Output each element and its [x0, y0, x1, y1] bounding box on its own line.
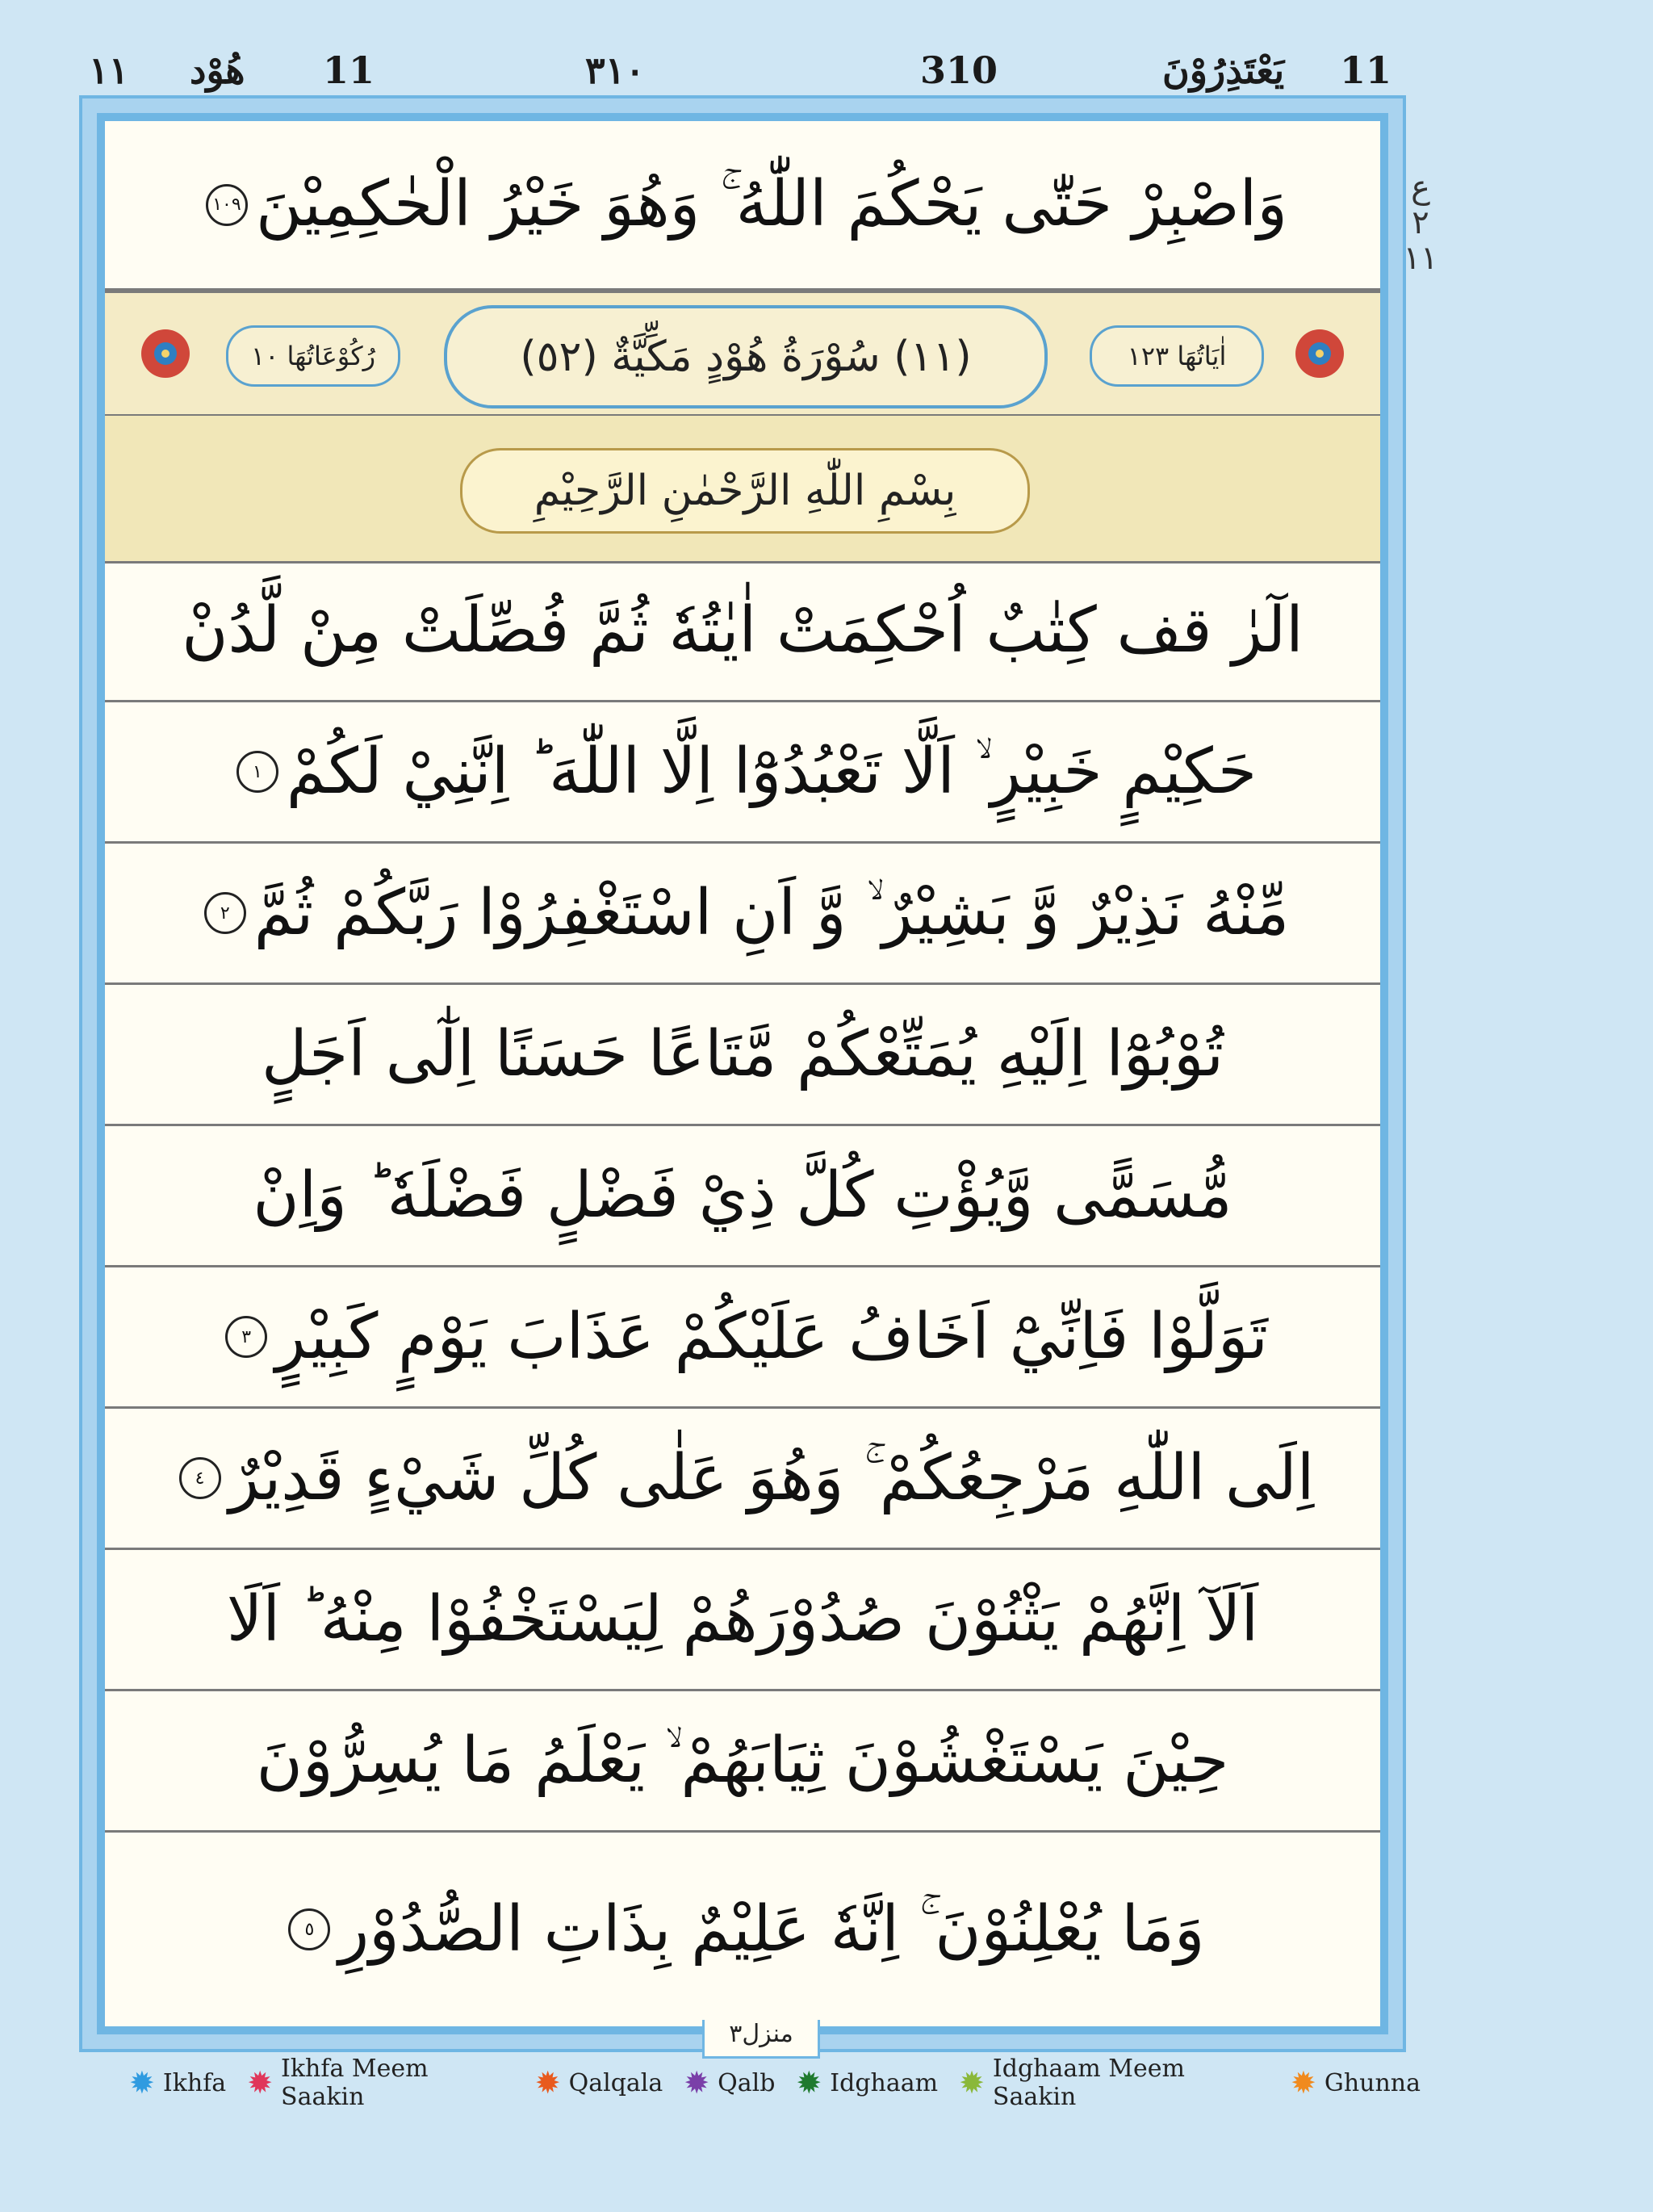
verse-line-11 — [105, 1833, 1380, 2026]
ayah-number-marker: ١٠٩ — [206, 184, 248, 226]
sura-number-right: 11 — [1340, 48, 1392, 92]
legend-label: Ghunna — [1324, 2068, 1421, 2097]
verse-line-8 — [105, 1409, 1380, 1550]
sura-number-left: 11 — [323, 48, 375, 92]
verse-text: تُوْبُوْٓا اِلَيْهِ يُمَتِّعْكُمْ مَّتَاعًا حَسَنًا اِلٰٓى اَجَلٍ — [261, 1018, 1224, 1091]
flower-ornament-icon — [121, 305, 210, 402]
legend-item-idghaam-meem-saakin — [959, 2055, 1270, 2111]
legend-item-idghaam — [796, 2065, 939, 2101]
ruku-marker: ع ٢ ١١ — [1403, 169, 1438, 277]
ayah-number-marker: ٢ — [204, 892, 246, 934]
basmala-panel — [105, 416, 1380, 563]
juz-number-left: ١١ — [89, 48, 129, 92]
page-number: 310 — [920, 48, 998, 92]
verse-line-3 — [105, 702, 1380, 844]
page-header — [89, 48, 1396, 105]
legend-item-ikhfa — [129, 2065, 227, 2101]
ayah-number-marker: ١ — [236, 751, 278, 793]
verse-line-1 — [105, 121, 1380, 291]
verse-text: الٓرٰ قف كِتٰبٌ اُحْكِمَتْ اٰيٰتُهٗ ثُمَّ فُصِّلَتْ مِنْ لَّدُنْ — [182, 594, 1304, 667]
verse-text: مُّسَمًّى وَّيُؤْتِ كُلَّ ذِيْ فَضْلٍ فَضْلَهٗ ؕ وَاِنْ — [253, 1159, 1232, 1232]
verse-text: حِيْنَ يَسْتَغْشُوْنَ ثِيَابَهُمْ ۙ يَعْلَمُ مَا يُسِرُّوْنَ — [256, 1724, 1229, 1797]
legend-item-ikhfa-meem-saakin — [247, 2055, 514, 2111]
verse-text: اِلَى اللّٰهِ مَرْجِعُكُمْ ۚ وَهُوَ عَلٰى كُلِّ شَيْءٍ قَدِيْرٌ — [228, 1441, 1315, 1514]
sura-title: (١١) سُوْرَةُ هُوْدٍ مَكِّيَّةٌ (٥٢) — [444, 305, 1048, 408]
verse-text: تَوَلَّوْا فَاِنِّيْٓ اَخَافُ عَلَيْكُمْ عَذَابَ يَوْمٍ كَبِيْرٍ — [275, 1301, 1268, 1373]
star-icon: ✹ — [959, 2065, 985, 2101]
star-icon: ✹ — [684, 2065, 710, 2101]
star-icon: ✹ — [247, 2065, 274, 2101]
verse-line-6 — [105, 1126, 1380, 1267]
legend-item-qalb — [684, 2065, 776, 2101]
verse-text: مِّنْهُ نَذِيْرٌ وَّ بَشِيْرٌ ۙ وَّ اَنِ اسْتَغْفِرُوْا رَبَّكُمْ ثُمَّ — [253, 876, 1290, 949]
verse-text: وَاصْبِرْ حَتّٰى يَحْكُمَ اللّٰهُ ۚ وَهُوَ خَيْرُ الْحٰكِمِيْنَ — [255, 168, 1288, 241]
ayah-number-marker: ٤ — [179, 1457, 221, 1499]
legend-label: Ikhfa — [162, 2068, 227, 2097]
legend-label: Qalb — [718, 2068, 776, 2097]
verse-line-5 — [105, 985, 1380, 1126]
legend-item-qalqala — [534, 2065, 663, 2101]
star-icon: ✹ — [1291, 2065, 1316, 2101]
flower-ornament-icon — [1275, 305, 1364, 402]
page-frame — [97, 113, 1388, 2034]
ayah-number-marker: ٥ — [288, 1908, 330, 1950]
page-number-arabic: ٣١٠ — [585, 48, 646, 92]
verse-text: حَكِيْمٍ خَبِيْرٍ ۙ اَلَّا تَعْبُدُوْٓا اِلَّا اللّٰهَ ؕ اِنَّنِيْ لَكُمْ — [286, 735, 1258, 808]
tajweed-legend — [129, 2055, 1421, 2111]
verse-line-9 — [105, 1550, 1380, 1691]
verse-line-4 — [105, 844, 1380, 985]
star-icon: ✹ — [129, 2065, 155, 2101]
legend-label: Ikhfa Meem Saakin — [281, 2055, 429, 2111]
legend-item-ghunna — [1291, 2065, 1421, 2101]
star-icon: ✹ — [796, 2065, 822, 2101]
verse-text: وَمَا يُعْلِنُوْنَ ۚ اِنَّهٗ عَلِيْمٌ بِذَاتِ الصُّدُوْرِ — [338, 1892, 1205, 1966]
verse-line-10 — [105, 1691, 1380, 1833]
ayat-count: اٰيَاتُهَا ١٢٣ — [1090, 325, 1264, 387]
star-icon: ✹ — [534, 2065, 561, 2101]
rukuat-count: رُكُوْعَاتُهَا ١٠ — [226, 325, 400, 387]
legend-label: Idghaam Meem Saakin — [992, 2055, 1185, 2111]
sura-banner — [105, 291, 1380, 417]
verse-text: اَلَآ اِنَّهُمْ يَثْنُوْنَ صُدُوْرَهُمْ لِيَسْتَخْفُوْا مِنْهُ ؕ اَلَا — [226, 1583, 1259, 1656]
juz-name: يَعْتَذِرُوْنَ — [1162, 48, 1285, 92]
verse-line-7 — [105, 1267, 1380, 1409]
legend-label: Idghaam — [830, 2068, 939, 2097]
basmala-text: بِسْمِ اللّٰهِ الرَّحْمٰنِ الرَّحِيْمِ — [460, 448, 1030, 534]
verse-line-2 — [105, 561, 1380, 702]
manzil-label: منزل٣ — [702, 2020, 820, 2059]
sura-name: هُوْد — [190, 48, 245, 92]
ayah-number-marker: ٣ — [225, 1316, 267, 1358]
legend-label: Qalqala — [568, 2068, 663, 2097]
